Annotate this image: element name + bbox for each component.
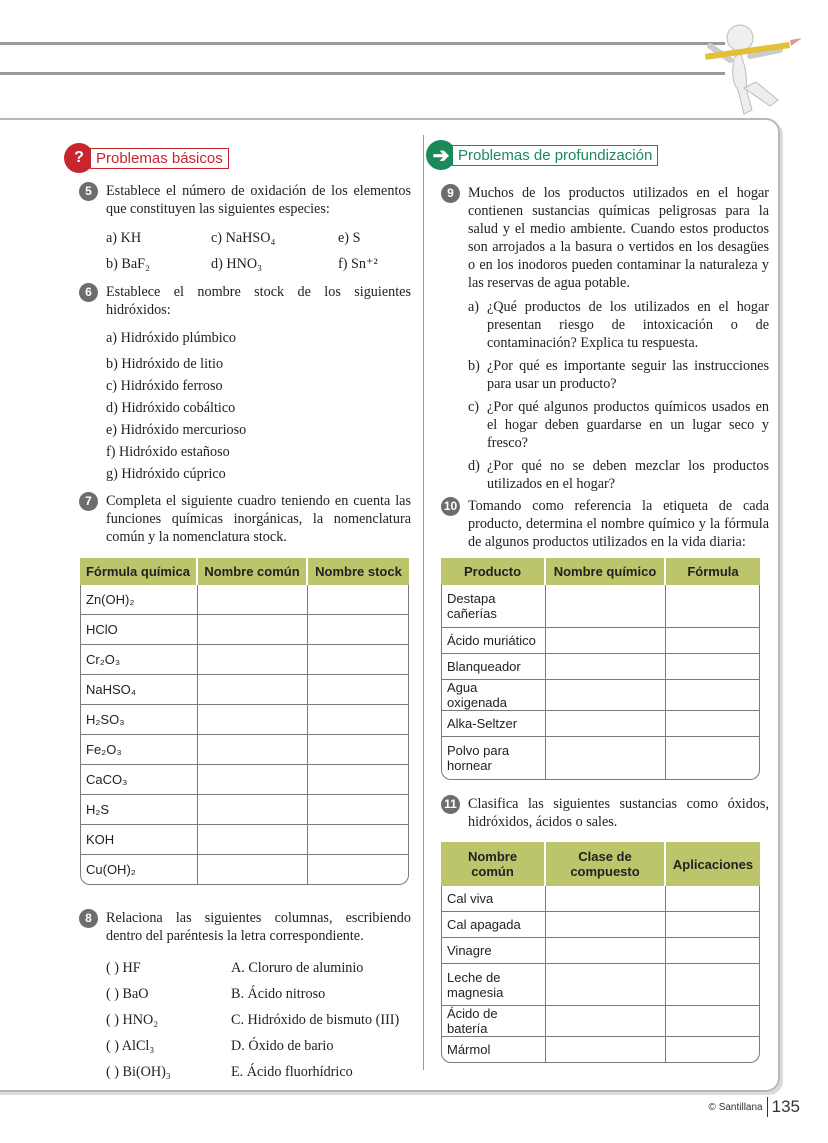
basic-problems-title: Problemas básicos [90, 148, 229, 169]
match-left: ( ) Bi(OH)₃ [106, 1064, 171, 1080]
product-cell: Destapa cañerías [441, 585, 546, 628]
sub-text: ¿Por qué es importante seguir las instrucciones para usar un producto? [487, 358, 769, 392]
substance-cell: Cal apagada [441, 912, 546, 938]
q5-item: e) S [338, 230, 361, 246]
answer-cell[interactable] [666, 1006, 760, 1037]
substance-cell: Cal viva [441, 886, 546, 912]
answer-cell[interactable] [666, 711, 760, 737]
header-line-bottom [0, 72, 725, 75]
question-text: Tomando como referencia la etiqueta de cada producto, determina el nombre químico y la fórmula de algunos productos utilizados en la vida diaria: [468, 498, 769, 550]
answer-cell[interactable] [546, 654, 666, 680]
question-6 [79, 283, 411, 319]
sub-label: d) [468, 458, 480, 474]
match-right: D. Óxido de bario [231, 1038, 334, 1054]
deep-problems-header [426, 140, 658, 170]
sub-question [468, 298, 769, 352]
answer-cell[interactable] [198, 675, 308, 705]
column-divider [423, 135, 424, 1070]
answer-cell[interactable] [666, 938, 760, 964]
column-header: Fórmula [666, 558, 760, 585]
match-left: ( ) BaO [106, 986, 149, 1002]
formula-cell: Cr₂O₃ [80, 645, 198, 675]
arrow-right-icon: ➔ [426, 140, 456, 170]
answer-cell[interactable] [546, 628, 666, 654]
answer-cell[interactable] [546, 1037, 666, 1063]
answer-cell[interactable] [308, 585, 409, 615]
answer-cell[interactable] [198, 645, 308, 675]
sub-label: b) [468, 358, 480, 374]
sub-label: c) [468, 399, 480, 415]
column-header: Fórmula química [80, 558, 198, 585]
formula-table [80, 558, 409, 885]
question-text: Muchos de los productos utilizados en el hogar contienen sustancias químicas peligrosas para la salud y el medio ambiente. Cuando estos productos son arrojados a la basura o vertidos en los desagües o en los inodoros pueden contaminar la naturaleza y las reservas de agua potable. [468, 185, 769, 291]
question-11 [441, 795, 769, 831]
answer-cell[interactable] [308, 855, 409, 885]
formula-cell: Fe₂O₃ [80, 735, 198, 765]
book-question-icon: ? [64, 143, 94, 173]
q5-item: d) HNO₃ [211, 256, 263, 272]
match-right: B. Ácido nitroso [231, 986, 326, 1002]
answer-cell[interactable] [198, 705, 308, 735]
answer-cell[interactable] [198, 855, 308, 885]
answer-cell[interactable] [308, 705, 409, 735]
deep-problems-title: Problemas de profundización [452, 145, 658, 166]
match-right: E. Ácido fluorhídrico [231, 1064, 353, 1080]
footer-separator [767, 1097, 768, 1117]
answer-cell[interactable] [198, 615, 308, 645]
mascot-pencil-figure [700, 10, 810, 120]
header-line-top [0, 42, 725, 45]
list-item: a) Hidróxido plúmbico [106, 330, 237, 346]
match-row [106, 955, 399, 981]
question-number: 11 [441, 795, 460, 814]
q5-item: c) NaHSO₄ [211, 230, 276, 246]
sub-text: ¿Qué productos de los utilizados en el hogar presentan riesgo de intoxicación o de contaminación? Explica tu respuesta. [487, 299, 769, 351]
formula-cell: NaHSO₄ [80, 675, 198, 705]
column-header: Producto [441, 558, 546, 585]
question-10 [441, 497, 769, 551]
formula-cell: H₂SO₃ [80, 705, 198, 735]
product-cell: Alka-Seltzer [441, 711, 546, 737]
formula-cell: H₂S [80, 795, 198, 825]
answer-cell[interactable] [546, 912, 666, 938]
answer-cell[interactable] [546, 711, 666, 737]
question-text: Establece el nombre stock de los siguientes hidróxidos: [106, 284, 411, 318]
answer-cell[interactable] [666, 654, 760, 680]
answer-cell[interactable] [198, 795, 308, 825]
match-left: ( ) AlCl₃ [106, 1038, 155, 1054]
column-header: Nombre stock [308, 558, 409, 585]
product-cell: Polvo para hornear [441, 737, 546, 780]
list-item: g) Hidróxido cúprico [106, 466, 226, 482]
question-text: Clasifica las siguientes sustancias como óxidos, hidróxidos, ácidos o sales. [468, 796, 769, 830]
answer-cell[interactable] [308, 795, 409, 825]
question-8 [79, 909, 411, 945]
match-row [106, 981, 399, 1007]
product-cell: Blanqueador [441, 654, 546, 680]
q5-item: b) BaF₂ [106, 256, 150, 272]
list-item: e) Hidróxido mercurioso [106, 422, 247, 438]
answer-cell[interactable] [198, 825, 308, 855]
substance-cell: Leche de magnesia [441, 964, 546, 1006]
answer-cell[interactable] [666, 585, 760, 628]
page-number: 135 [771, 1097, 800, 1116]
classification-table [441, 842, 760, 1063]
answer-cell[interactable] [546, 737, 666, 780]
substance-cell: Ácido de batería [441, 1006, 546, 1037]
answer-cell[interactable] [198, 765, 308, 795]
answer-cell[interactable] [666, 886, 760, 912]
column-header: Clase de compuesto [546, 842, 666, 886]
match-left: ( ) HF [106, 960, 141, 976]
list-item: d) Hidróxido cobáltico [106, 400, 236, 416]
answer-cell[interactable] [546, 680, 666, 711]
q5-row-2 [106, 255, 378, 273]
question-number: 8 [79, 909, 98, 928]
answer-cell[interactable] [546, 1006, 666, 1037]
question-number: 7 [79, 492, 98, 511]
list-item: f) Hidróxido estañoso [106, 444, 230, 460]
question-number: 10 [441, 497, 460, 516]
answer-cell[interactable] [308, 765, 409, 795]
question-5 [79, 182, 411, 218]
substance-cell: Vinagre [441, 938, 546, 964]
answer-cell[interactable] [546, 964, 666, 1006]
answer-cell[interactable] [308, 735, 409, 765]
product-cell: Agua oxigenada [441, 680, 546, 711]
list-item: b) Hidróxido de litio [106, 356, 224, 372]
answer-cell[interactable] [666, 964, 760, 1006]
q6-list [106, 327, 246, 485]
formula-cell: CaCO₃ [80, 765, 198, 795]
match-row [106, 1059, 399, 1085]
answer-cell[interactable] [308, 615, 409, 645]
column-header: Nombre común [441, 842, 546, 886]
sub-label: a) [468, 299, 480, 315]
sub-question [468, 398, 769, 452]
question-7 [79, 492, 411, 546]
answer-cell[interactable] [666, 680, 760, 711]
answer-cell[interactable] [198, 735, 308, 765]
match-row [106, 1007, 399, 1033]
product-cell: Ácido muriático [441, 628, 546, 654]
answer-cell[interactable] [666, 737, 760, 780]
products-table [441, 558, 760, 780]
answer-cell[interactable] [666, 1037, 760, 1063]
matching-columns [106, 955, 399, 1085]
column-header: Nombre común [198, 558, 308, 585]
answer-cell[interactable] [546, 938, 666, 964]
match-row [106, 1033, 399, 1059]
match-right: A. Cloruro de aluminio [231, 960, 364, 976]
page-footer [709, 1097, 800, 1117]
basic-problems-header [64, 143, 229, 173]
list-item: c) Hidróxido ferroso [106, 378, 223, 394]
answer-cell[interactable] [666, 912, 760, 938]
answer-cell[interactable] [546, 585, 666, 628]
match-left: ( ) HNO₂ [106, 1012, 159, 1028]
answer-cell[interactable] [308, 645, 409, 675]
question-text: Establece el número de oxidación de los elementos que constituyen las siguientes especies: [106, 183, 411, 217]
answer-cell[interactable] [308, 675, 409, 705]
sub-question [468, 457, 769, 493]
q5-item: f) Sn⁺² [338, 256, 378, 272]
substance-cell: Mármol [441, 1037, 546, 1063]
answer-cell[interactable] [546, 886, 666, 912]
q9-subquestions [468, 298, 769, 493]
answer-cell[interactable] [198, 585, 308, 615]
sub-text: ¿Por qué algunos productos químicos usados en el hogar deben guardarse en un lugar seco y fresco? [487, 399, 769, 451]
column-header: Aplicaciones [666, 842, 760, 886]
question-text: Relaciona las siguientes columnas, escribiendo dentro del paréntesis la letra correspondiente. [106, 910, 411, 944]
answer-cell[interactable] [666, 628, 760, 654]
question-text: Completa el siguiente cuadro teniendo en cuenta las funciones químicas inorgánicas, la nomenclatura común y la nomenclatura stock. [106, 493, 411, 545]
formula-cell: Cu(OH)₂ [80, 855, 198, 885]
q5-item: a) KH [106, 230, 142, 246]
column-header: Nombre químico [546, 558, 666, 585]
formula-cell: HClO [80, 615, 198, 645]
question-number: 9 [441, 184, 460, 203]
question-number: 5 [79, 182, 98, 201]
question-9 [441, 184, 769, 292]
formula-cell: KOH [80, 825, 198, 855]
formula-cell: Zn(OH)₂ [80, 585, 198, 615]
publisher-credit: © Santillana [708, 1101, 763, 1113]
q5-row-1 [106, 229, 360, 247]
sub-text: ¿Por qué no se deben mezclar los productos utilizados en el hogar? [487, 458, 769, 492]
match-right: C. Hidróxido de bismuto (III) [231, 1012, 400, 1028]
answer-cell[interactable] [308, 825, 409, 855]
question-number: 6 [79, 283, 98, 302]
sub-question [468, 357, 769, 393]
